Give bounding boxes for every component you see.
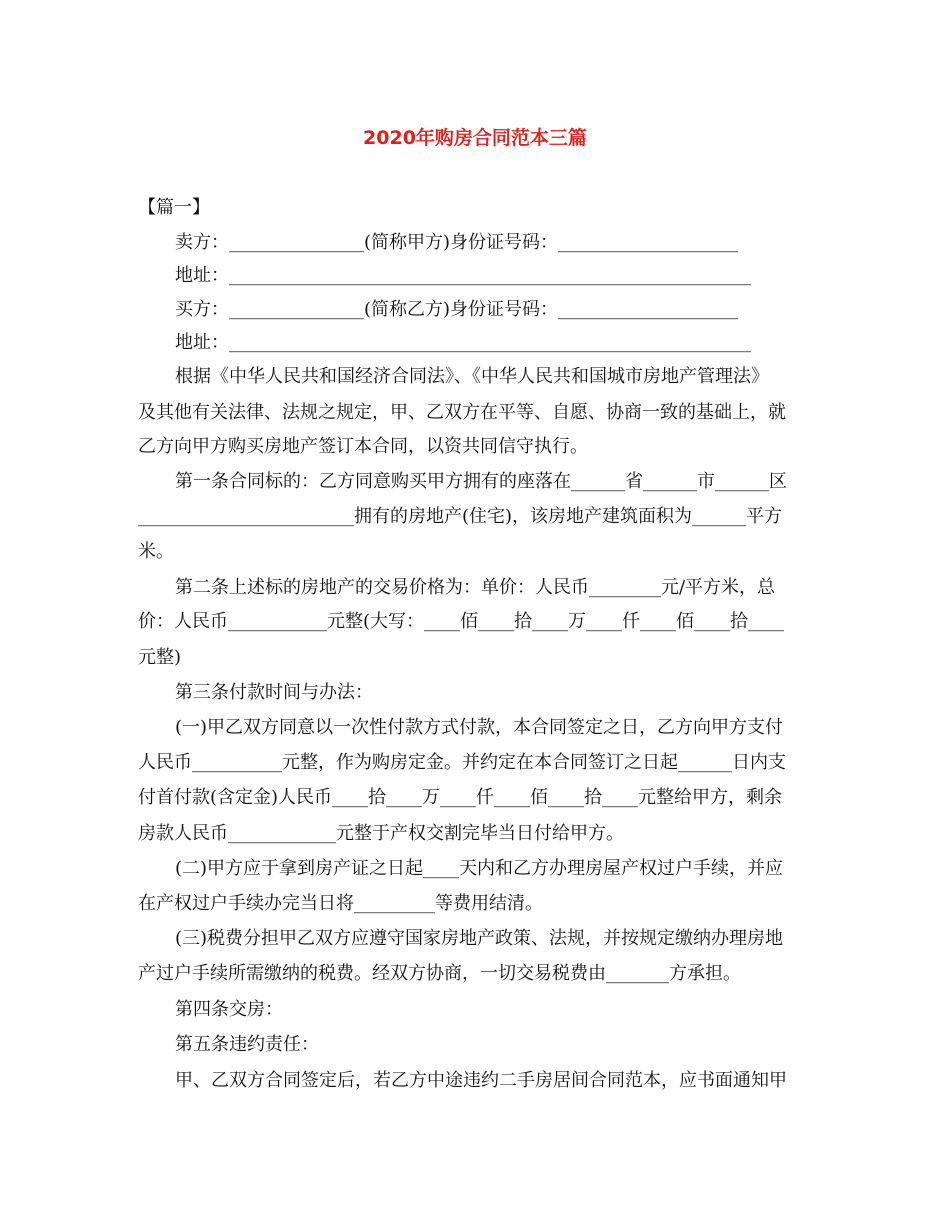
article-3-line: (二)甲方应于拿到房产证之日起____天内和乙方办理房屋产权过户手续，并应 <box>175 858 784 879</box>
article-5-line: 甲、乙双方合同签定后，若乙方中途违约二手房居间合同范本，应书面通知甲 <box>175 1070 787 1091</box>
article-2-line: 第二条上述标的房地产的交易价格为：单价：人民币________元/平方米，总 <box>175 577 776 598</box>
article-2-line: 价：人民币___________元整(大写：____佰____拾____万____仟____佰____拾____ <box>138 611 785 632</box>
document-title: 2020年购房合同范本三篇 <box>363 127 587 149</box>
article-3-line: 产过户手续所需缴纳的税费。经双方协商，一切交易税费由_______方承担。 <box>138 963 741 984</box>
article-3-line: (一)甲乙双方同意以一次性付款方式付款，本合同签定之日，乙方向甲方支付 <box>175 717 784 738</box>
article-1-line: ________________________拥有的房地产(住宅)，该房地产建筑面积为______平方 <box>138 506 783 527</box>
paragraph-line: 乙方向甲方购买房地产签订本合同，以资共同信守执行。 <box>138 436 588 457</box>
article-3-line: 房款人民币____________元整于产权交割完毕当日付给甲方。 <box>138 823 624 844</box>
article-1-line: 米。 <box>138 541 174 562</box>
article-1-line: 第一条合同标的：乙方同意购买甲方拥有的座落在______省______市______区 <box>175 471 787 492</box>
seller-line: 卖方：_______________(简称甲方)身份证号码：____________________ <box>175 232 739 253</box>
paragraph-line: 根据《中华人民共和国经济合同法》、《中华人民共和国城市房地产管理法》 <box>175 366 769 387</box>
article-3-line: 付首付款(含定金)人民币____拾____万____仟____佰____拾____元整给甲方，剩余 <box>138 787 783 808</box>
buyer-line: 买方：_______________(简称乙方)身份证号码：____________________ <box>175 299 739 320</box>
seller-address-line: 地址：__________________________________________________________ <box>175 265 751 286</box>
section-heading: 【篇一】 <box>138 197 210 218</box>
article-5-heading: 第五条违约责任： <box>175 1034 319 1055</box>
paragraph-line: 及其他有关法律、法规之规定，甲、乙双方在平等、自愿、协商一致的基础上，就 <box>138 402 786 423</box>
article-4-heading: 第四条交房： <box>175 999 283 1020</box>
article-3-line: (三)税费分担甲乙双方应遵守国家房地产政策、法规，并按规定缴纳办理房地 <box>175 928 784 949</box>
buyer-address-line: 地址：__________________________________________________________ <box>175 332 751 353</box>
article-3-heading: 第三条付款时间与办法： <box>175 682 373 703</box>
article-3-line: 在产权过户手续办完当日将_________等费用结清。 <box>138 893 543 914</box>
article-2-line: 元整) <box>138 647 182 668</box>
article-3-line: 人民币__________元整，作为购房定金。并约定在本合同签订之日起______日内支 <box>138 752 786 773</box>
